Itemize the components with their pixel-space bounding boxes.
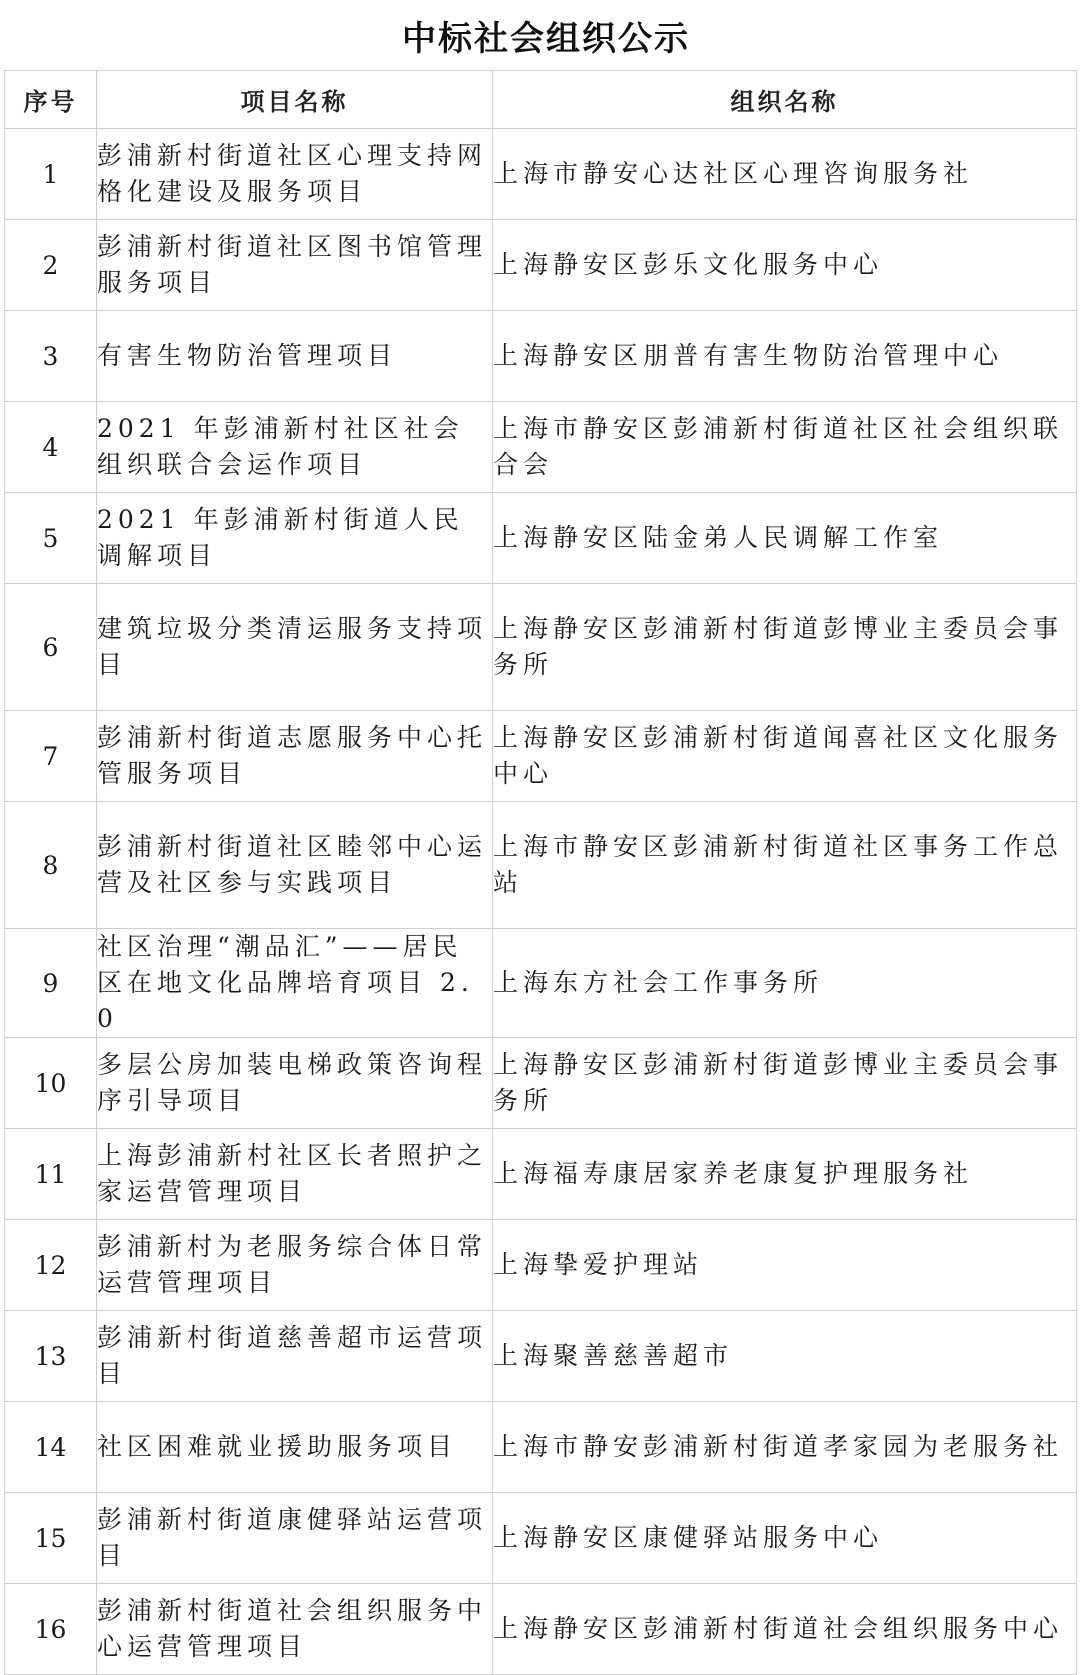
project-name: 建筑垃圾分类清运服务支持项目 [97, 584, 493, 711]
table-row [5, 1220, 1077, 1311]
project-name: 多层公房加装电梯政策咨询程序引导项目 [97, 1038, 493, 1129]
header-no: 序号 [5, 71, 97, 129]
table-row [5, 311, 1077, 402]
project-name: 彭浦新村街道慈善超市运营项目 [97, 1311, 493, 1402]
row-number: 12 [5, 1220, 97, 1311]
org-name: 上海静安区康健驿站服务中心 [493, 1493, 1077, 1584]
row-number: 2 [5, 220, 97, 311]
table-row [5, 584, 1077, 711]
project-name: 彭浦新村为老服务综合体日常运营管理项目 [97, 1220, 493, 1311]
project-name: 彭浦新村街道社区睦邻中心运营及社区参与实践项目 [97, 802, 493, 929]
results-table [4, 70, 1077, 1675]
table-row [5, 493, 1077, 584]
table-row [5, 802, 1077, 929]
row-number: 13 [5, 1311, 97, 1402]
project-name: 社区治理“潮品汇”——居民区在地文化品牌培育项目 2.0 [97, 929, 493, 1038]
table-row [5, 711, 1077, 802]
table-row [5, 220, 1077, 311]
org-name: 上海市静安彭浦新村街道孝家园为老服务社 [493, 1402, 1077, 1493]
table-row [5, 1584, 1077, 1675]
row-number: 9 [5, 929, 97, 1038]
org-name: 上海聚善慈善超市 [493, 1311, 1077, 1402]
row-number: 14 [5, 1402, 97, 1493]
org-name: 上海静安区彭浦新村街道彭博业主委员会事务所 [493, 1038, 1077, 1129]
project-name: 彭浦新村街道社区图书馆管理服务项目 [97, 220, 493, 311]
table-row [5, 1493, 1077, 1584]
row-number: 4 [5, 402, 97, 493]
table-row [5, 929, 1077, 1038]
org-name: 上海静安区朋普有害生物防治管理中心 [493, 311, 1077, 402]
project-name: 2021 年彭浦新村街道人民调解项目 [97, 493, 493, 584]
page-title: 中标社会组织公示 [402, 18, 690, 59]
org-name: 上海市静安心达社区心理咨询服务社 [493, 129, 1077, 220]
project-name: 彭浦新村街道社会组织服务中心运营管理项目 [97, 1584, 493, 1675]
project-name: 彭浦新村街道社区心理支持网格化建设及服务项目 [97, 129, 493, 220]
table-row [5, 129, 1077, 220]
table-row [5, 1402, 1077, 1493]
table-row [5, 1129, 1077, 1220]
org-name: 上海福寿康居家养老康复护理服务社 [493, 1129, 1077, 1220]
header-org: 组织名称 [493, 71, 1077, 129]
row-number: 15 [5, 1493, 97, 1584]
org-name: 上海静安区陆金弟人民调解工作室 [493, 493, 1077, 584]
row-number: 10 [5, 1038, 97, 1129]
row-number: 16 [5, 1584, 97, 1675]
row-number: 6 [5, 584, 97, 711]
table-row [5, 1038, 1077, 1129]
project-name: 社区困难就业援助服务项目 [97, 1402, 493, 1493]
header-project: 项目名称 [97, 71, 493, 129]
org-name: 上海东方社会工作事务所 [493, 929, 1077, 1038]
row-number: 8 [5, 802, 97, 929]
row-number: 3 [5, 311, 97, 402]
row-number: 1 [5, 129, 97, 220]
row-number: 7 [5, 711, 97, 802]
project-name: 2021 年彭浦新村社区社会组织联合会运作项目 [97, 402, 493, 493]
row-number: 5 [5, 493, 97, 584]
project-name: 彭浦新村街道康健驿站运营项目 [97, 1493, 493, 1584]
org-name: 上海静安区彭浦新村街道社会组织服务中心 [493, 1584, 1077, 1675]
project-name: 有害生物防治管理项目 [97, 311, 493, 402]
org-name: 上海挚爱护理站 [493, 1220, 1077, 1311]
title-bar [20, 0, 1072, 70]
row-number: 11 [5, 1129, 97, 1220]
table-header-row [5, 71, 1077, 129]
org-name: 上海市静安区彭浦新村街道社区社会组织联合会 [493, 402, 1077, 493]
project-name: 彭浦新村街道志愿服务中心托管服务项目 [97, 711, 493, 802]
project-name: 上海彭浦新村社区长者照护之家运营管理项目 [97, 1129, 493, 1220]
table-row [5, 402, 1077, 493]
org-name: 上海静安区彭浦新村街道彭博业主委员会事务所 [493, 584, 1077, 711]
org-name: 上海静安区彭乐文化服务中心 [493, 220, 1077, 311]
org-name: 上海市静安区彭浦新村街道社区事务工作总站 [493, 802, 1077, 929]
table-row [5, 1311, 1077, 1402]
org-name: 上海静安区彭浦新村街道闻喜社区文化服务中心 [493, 711, 1077, 802]
